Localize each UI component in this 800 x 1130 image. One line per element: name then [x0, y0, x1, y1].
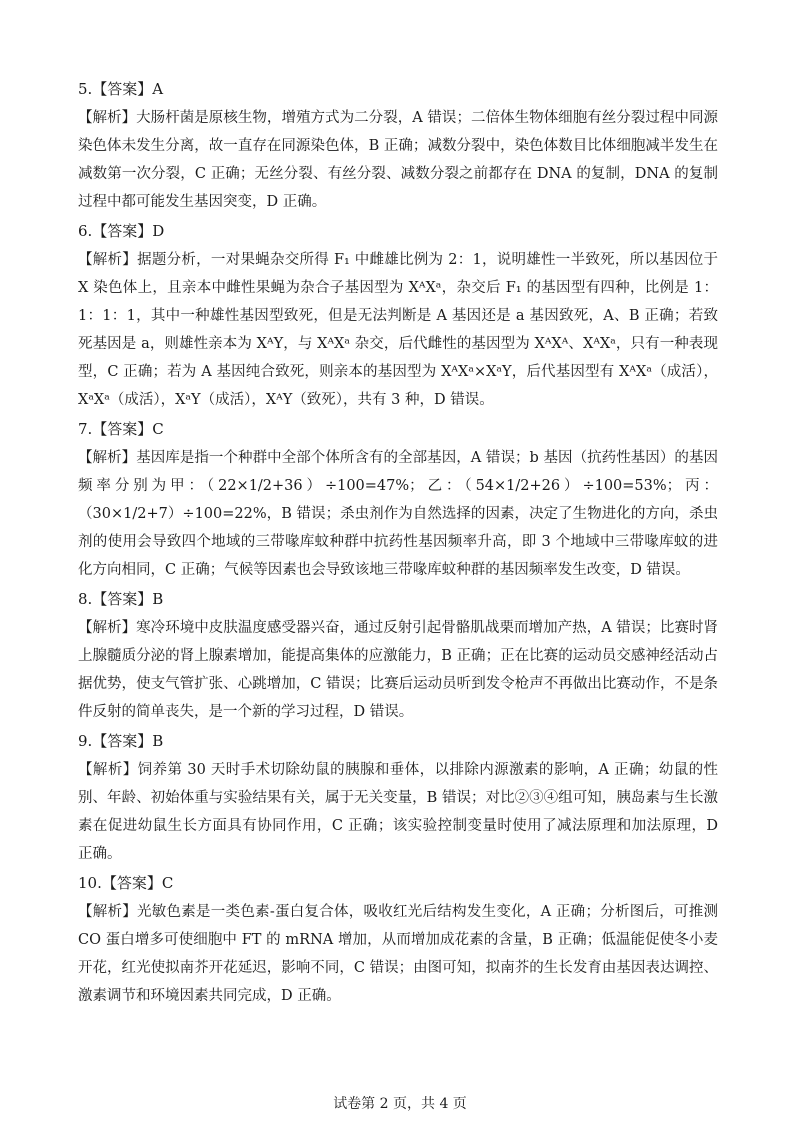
- explanation: [78, 614, 718, 726]
- explanation: [78, 756, 718, 868]
- question-8: [78, 586, 718, 726]
- answer-line: 7.【答案】C: [78, 420, 164, 438]
- answer-content: [78, 76, 718, 1012]
- answer-line: 9.【答案】B: [78, 732, 164, 750]
- question-5: [78, 76, 718, 216]
- page-footer: 试卷第 2 页，共 4 页: [333, 1096, 467, 1112]
- question-6: [78, 218, 718, 414]
- explanation-body: 寒冷环境中皮肤温度感受器兴奋，通过反射引起骨骼肌战栗而增加产热，A 错误；比赛时肾上腺髓质分泌的肾上腺素增加，能提高集体的应激能力，B 正确；正在比赛的运动员交感神经活动占据优势，使支气管扩张、心跳增加，C 错误；比赛后运动员听到发令枪声不再做出比赛动作，不是条件反射的简单丧失，是一个新的学习过程，D 错误。: [78, 620, 719, 720]
- question-9: [78, 728, 718, 868]
- explanation-body: 饲养第 30 天时手术切除幼鼠的胰腺和垂体，以排除内源激素的影响，A 正确；幼鼠的性别、年龄、初始体重与实验结果有关，属于无关变量，B 错误；对比②③④组可知，胰岛素与生长激素在促进幼鼠生长方面具有协同作用，C 正确；该实验控制变量时使用了减法原理和加法原理，D 正确。: [78, 762, 719, 862]
- explanation-head: 【解析】: [78, 762, 138, 778]
- answer-line: 6.【答案】D: [78, 222, 165, 240]
- question-7: [78, 416, 718, 584]
- answer-line: 10.【答案】C: [78, 874, 174, 892]
- explanation: 【解析】基因库是指一个种群中全部个体所含有的全部基因，A 错误；b 基因（抗药性基因）的基因频率分别为甲：（22×1/2+36）÷100=47%；乙：（54×1/2+26）÷100=53%；丙：（30×1/2+7）÷100=22%，B 错误；杀虫剂作为自然选择的因素，决定了生物进化的方向，杀虫剂的使用会导致四个地域的三带喙库蚊种群中抗药性基因频率升高，即 3 个地域中三带喙库蚊的进化方向相同，C 正确；气候等因素也会导致该地三带喙库蚊种群的基因频率发生改变，D 错误。: [78, 450, 718, 578]
- explanation-head: 【解析】: [78, 620, 137, 636]
- answer-line: 8.【答案】B: [78, 590, 164, 608]
- explanation: 【解析】光敏色素是一类色素-蛋白复合体，吸收红光后结构发生变化，A 正确；分析图后，可推测 CO 蛋白增多可使细胞中 FT 的 mRNA 增加，从而增加成花素的含量，B 正确；低温能促使冬小麦开花，红光使拟南芥开花延迟，影响不同，C 错误；由图可知，拟南芥的生长发育由基因表达调控、激素调节和环境因素共同完成，D 正确。: [78, 904, 718, 1004]
- question-10: [78, 870, 718, 1010]
- answer-line: 5.【答案】A: [78, 80, 164, 98]
- explanation: 【解析】据题分析，一对果蝇杂交所得 F₁ 中雌雄比例为 2：1，说明雄性一半致死，所以基因位于 X 染色体上，且亲本中雌性果蝇为杂合子基因型为 XᴬXᵃ，杂交后 F₁ 的基因型有四种，比例是 1：1：1：1，其中一种雄性基因型致死，但是无法判断是 A 基因还是 a 基因致死，A、B 正确；若致死基因是 a，则雄性亲本为 XᴬY，与 XᴬXᵃ 杂交，后代雌性的基因型为 XᴬXᴬ、XᴬXᵃ，只有一种表现型，C 正确；若为 A 基因纯合致死，则亲本的基因型为 XᴬXᵃ×XᵃY，后代基因型有 XᴬXᵃ（成活），XᵃXᵃ（成活），XᵃY（成活），XᴬY（致死），共有 3 种，D 错误。: [78, 252, 718, 408]
- explanation: 【解析】大肠杆菌是原核生物，增殖方式为二分裂，A 错误；二倍体生物体细胞有丝分裂过程中同源染色体未发生分离，故一直存在同源染色体，B 正确；减数分裂中，染色体数目比体细胞减半发生在减数第一次分裂，C 正确；无丝分裂、有丝分裂、减数分裂之前都存在 DNA 的复制，DNA 的复制过程中都可能发生基因突变，D 正确。: [78, 110, 718, 210]
